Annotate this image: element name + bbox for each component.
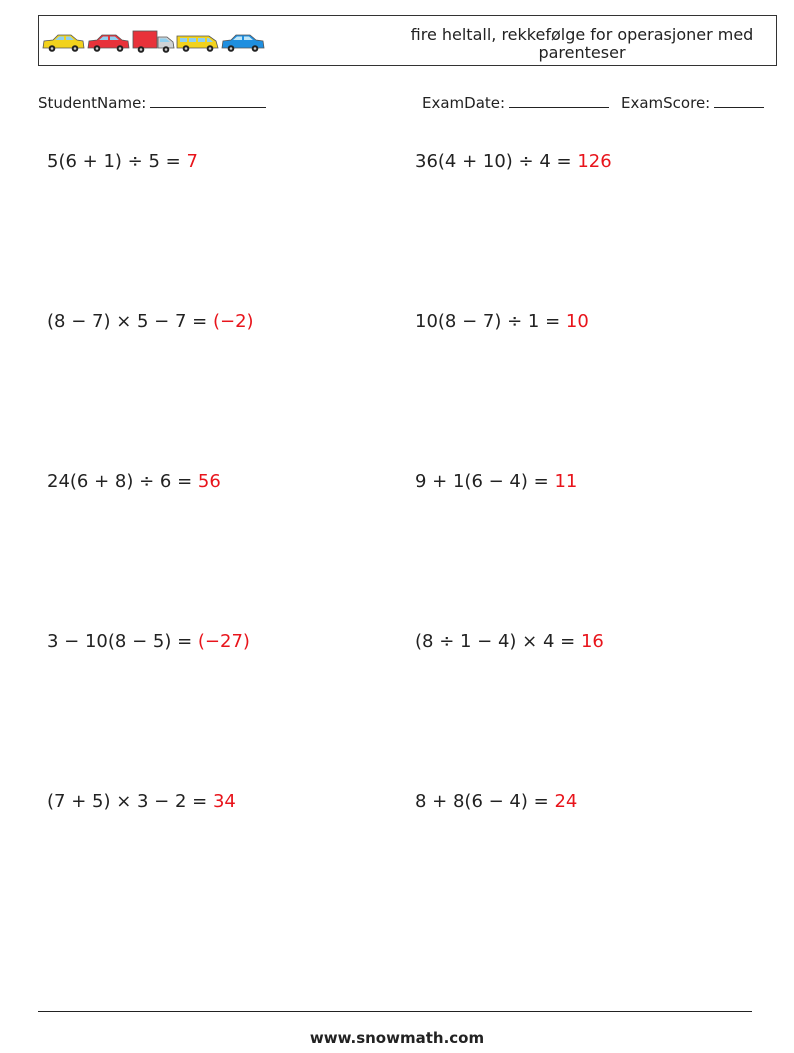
problem-answer: 16 [580, 631, 604, 652]
exam-score-field [621, 93, 764, 112]
problem-5 [47, 471, 221, 493]
problem-3 [47, 311, 254, 333]
problem-8 [415, 631, 604, 653]
student-name-label: StudentName: [38, 94, 147, 112]
red-truck-icon [133, 31, 174, 53]
problem-6 [415, 471, 577, 493]
exam-score-blank[interactable] [714, 93, 764, 108]
problem-1 [47, 151, 198, 173]
problem-expression: (8 ÷ 1 − 4) × 4 = [415, 631, 576, 652]
blue-car-icon [222, 35, 264, 52]
problem-answer: 7 [186, 151, 198, 172]
footer-divider [38, 1011, 752, 1012]
exam-date-label: ExamDate: [422, 94, 506, 112]
problem-expression: 10(8 − 7) ÷ 1 = [415, 311, 561, 332]
problem-expression: 5(6 + 1) ÷ 5 = [47, 151, 181, 172]
problem-expression: 3 − 10(8 − 5) = [47, 631, 193, 652]
problem-answer: 126 [577, 151, 612, 172]
problem-expression: 24(6 + 8) ÷ 6 = [47, 471, 193, 492]
problem-2 [415, 151, 612, 173]
problem-answer: 11 [554, 471, 578, 492]
problem-expression: (7 + 5) × 3 − 2 = [47, 791, 208, 812]
problem-expression: 9 + 1(6 − 4) = [415, 471, 549, 492]
worksheet-title: fire heltall, rekkefølge for operasjoner med parenteser [410, 25, 754, 62]
problem-answer: 24 [554, 791, 578, 812]
vehicle-strip [41, 29, 267, 55]
problem-expression: 36(4 + 10) ÷ 4 = [415, 151, 572, 172]
footer-site-link[interactable]: www.snowmath.com [309, 1029, 485, 1047]
problem-answer: (−2) [212, 311, 254, 332]
problem-expression: (8 − 7) × 5 − 7 = [47, 311, 208, 332]
problem-answer: 56 [197, 471, 221, 492]
student-name-field [38, 93, 266, 112]
problem-4 [415, 311, 589, 333]
exam-date-blank[interactable] [509, 93, 609, 108]
yellow-car-icon [43, 35, 84, 52]
problem-answer: 34 [212, 791, 236, 812]
problem-answer: 10 [565, 311, 589, 332]
exam-date-field [422, 93, 609, 112]
problem-expression: 8 + 8(6 − 4) = [415, 791, 549, 812]
student-name-blank[interactable] [150, 93, 266, 108]
problem-answer: (−27) [197, 631, 250, 652]
problem-10 [415, 791, 577, 813]
problem-9 [47, 791, 236, 813]
exam-score-label: ExamScore: [621, 94, 711, 112]
problem-7 [47, 631, 250, 653]
worksheet-header [38, 15, 777, 66]
red-car-icon [88, 35, 129, 52]
yellow-van-icon [177, 36, 218, 52]
